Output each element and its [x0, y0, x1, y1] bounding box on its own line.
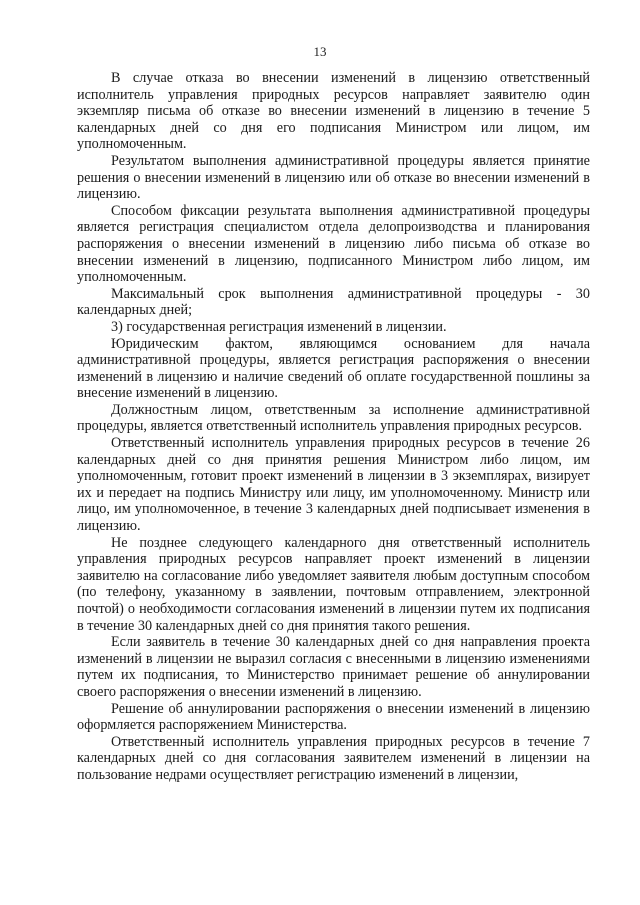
paragraph: В случае отказа во внесении изменений в лицензию ответственный исполнитель управления природных ресурсов направляет заявителю один экземпляр письма об отказе во внесении изменений в лицензию в течение 5 календарных дней со дня его подписания Министром или лицом, им уполномоченным. — [77, 70, 590, 153]
document-body — [77, 70, 590, 784]
paragraph: Ответственный исполнитель управления природных ресурсов в течение 26 календарных дней со дня принятия решения Министром либо лицом, им уполномоченным, готовит проект изменений в лицензии в 3 экземплярах, визирует их и передает на подпись Министру или лицу, им уполномоченному. Министр или лицо, им уполномоченное, в течение 3 календарных дней подписывает изменения в лицензию. — [77, 435, 590, 535]
page-number: 13 — [313, 44, 327, 59]
paragraph: Ответственный исполнитель управления природных ресурсов в течение 7 календарных дней со дня согласования заявителем изменений в лицензии на пользование недрами осуществляет регистрацию изменений в лицензии, — [77, 733, 590, 783]
paragraph: Результатом выполнения административной процедуры является принятие решения о внесении изменений в лицензию или об отказе во внесении изменений в лицензию. — [77, 152, 590, 203]
paragraph: Если заявитель в течение 30 календарных дней со дня направления проекта изменений в лицензии не выразил согласия с внесенными в лицензию изменениями путем их подписания, то Министерство принимает решение об аннулировании своего распоряжения о внесении изменений в лицензию. — [77, 634, 590, 700]
paragraph: Не позднее следующего календарного дня ответственный исполнитель управления природных ресурсов направляет проект изменений в лицензии заявителю на согласование либо уведомляет заявителя любым доступным способом (по телефону, указанному в заявлении, почтовым отправлением, электронной почтой) о необходимости согласования изменений в лицензии путем их подписания в течение 30 календарных дней со дня принятия такого решения. — [77, 534, 590, 634]
paragraph: Юридическим фактом, являющимся основанием для начала административной процедуры, является регистрация распоряжения о внесении изменений в лицензию и наличие сведений об оплате государственной пошлины за внесение изменений в лицензию. — [77, 335, 590, 402]
paragraph: Должностным лицом, ответственным за исполнение административной процедуры, является ответственный исполнитель управления природных ресурсов. — [77, 401, 590, 435]
paragraph: Способом фиксации результата выполнения административной процедуры является регистрация специалистом отдела делопроизводства и планирования распоряжения о внесении изменений в лицензию либо письма об отказе во внесении изменений в лицензию, подписанного Министром либо лицом, им уполномоченным. — [77, 202, 590, 286]
paragraph: 3) государственная регистрация изменений в лицензии. — [111, 318, 447, 335]
paragraph: Решение об аннулировании распоряжения о внесении изменений в лицензию оформляется распоряжением Министерства. — [77, 700, 590, 734]
paragraph: Максимальный срок выполнения административной процедуры - 30 календарных дней; — [77, 285, 590, 319]
